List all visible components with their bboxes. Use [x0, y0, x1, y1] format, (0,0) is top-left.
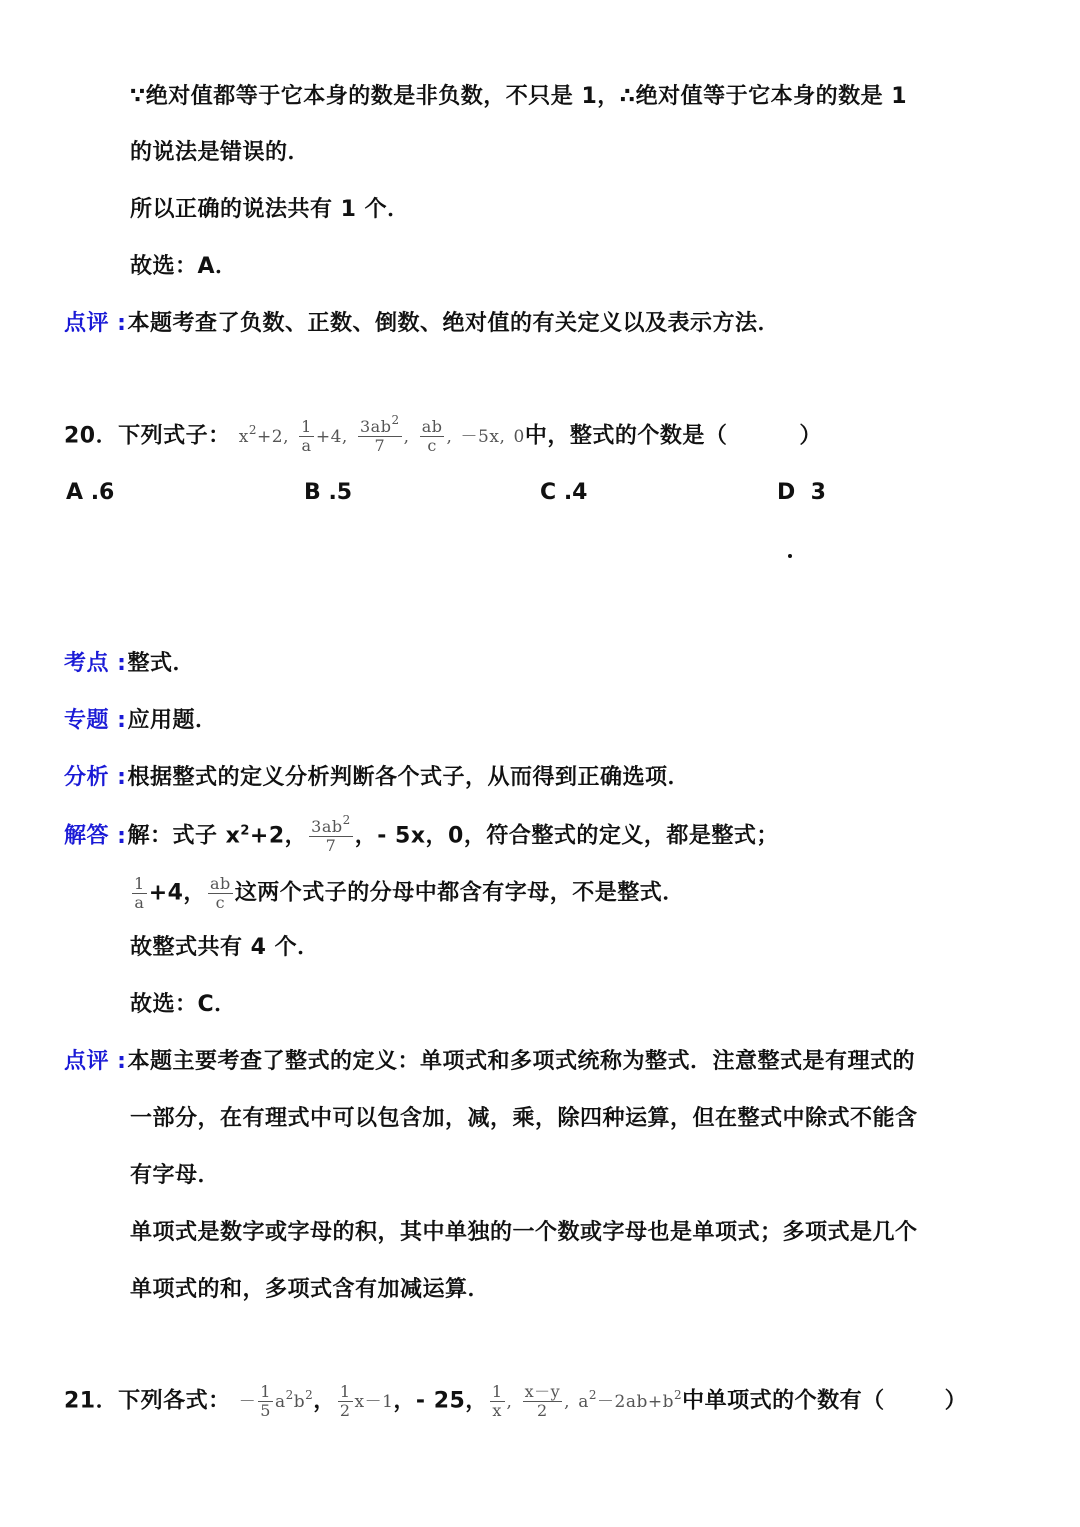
zhuanti-text: 应用题．	[127, 708, 218, 733]
kaodian-row	[64, 649, 195, 679]
question-21-stem: 21．下列各式： － $\frac{1}{5}$ $a^2b^2$， $\frac{1}{2}$ x－1，- 25， $\frac{1}{x}$ , $\frac{x-y}{2}$ , $a^2-2ab+b^2$中单项式的个数有（ ）	[64, 1382, 968, 1420]
dianping-row-5: 单项式的和，多项式含有加减运算．	[130, 1277, 491, 1302]
stray-period-mark	[788, 554, 792, 558]
option-a[interactable]: A .6	[66, 480, 115, 505]
paren-close: ）	[799, 423, 822, 449]
option-d[interactable]: D 3	[777, 480, 826, 505]
frac-ab-over-c: $\frac{ab}{c}$	[209, 874, 231, 912]
kaodian-text: 整式．	[127, 651, 195, 676]
fenxi-label: 分析	[64, 765, 110, 790]
colon: :	[109, 311, 127, 336]
option-b[interactable]: B .5	[304, 480, 353, 505]
frac-x-minus-y-over-2: $\frac{x-y}{2}$	[524, 1382, 561, 1420]
prev-solution-line-1: ∵绝对值都等于它本身的数是非负数，不只是 1，∴绝对值等于它本身的数是 1	[130, 84, 908, 109]
expr-x2-plus-2: $x^2+2$,	[238, 422, 289, 447]
zhuanti-label: 专题	[64, 708, 110, 733]
question-20-stem: 20．下列式子： $x^2+2$, $\frac{1}{a}$ +4, $\frac{3ab^2}{7}$ , $\frac{ab}{c}$ , －5x, 0中，整式的个数是（ ）	[64, 413, 822, 455]
frac-1-over-2: $\frac{1}{2}$	[339, 1382, 351, 1420]
zhuanti-row	[64, 706, 218, 736]
colon: :	[109, 1049, 127, 1074]
question-suffix: 中，整式的个数是（	[524, 423, 728, 449]
jieda-row-1: 解答 :解：式子 $x^2+2$， $\frac{3ab^2}{7}$ ，- 5x，0，符合整式的定义，都是整式；	[64, 813, 779, 855]
jieda-row-3: 故整式共有 4 个．	[130, 935, 320, 960]
prev-solution-line-2: 的说法是错误的．	[130, 140, 311, 165]
expr-minus-5x: －5x,	[460, 426, 506, 447]
frac-ab-over-c: $\frac{ab}{c}$	[421, 417, 443, 455]
frac-1-over-a: $\frac{1}{a}$	[301, 417, 312, 455]
colon: :	[109, 765, 127, 790]
question-suffix: 中单项式的个数有（	[682, 1388, 885, 1414]
prev-solution-answer: 故选：A．	[130, 254, 238, 279]
comment-text: 本题考查了负数、正数、倒数、绝对值的有关定义以及表示方法．	[127, 311, 780, 336]
fenxi-row	[64, 763, 690, 793]
expr-zero: 0	[513, 426, 525, 447]
paren-close: ）	[944, 1388, 968, 1414]
dianping-row-2: 一部分，在有理式中可以包含加，减，乘，除四种运算，但在整式中除式不能含	[130, 1106, 918, 1131]
prev-comment	[64, 309, 780, 339]
fenxi-text: 根据整式的定义分析判断各个式子，从而得到正确选项．	[127, 765, 690, 790]
frac-3ab2-over-7: $\frac{3ab^2}{7}$	[311, 813, 351, 855]
frac-3ab2-over-7: $\frac{3ab^2}{7}$	[360, 413, 400, 455]
question-prefix: 20．下列式子：	[64, 423, 231, 449]
comment-label: 点评	[64, 311, 110, 336]
colon: :	[109, 651, 127, 676]
frac-1-over-5: $\frac{1}{5}$	[260, 1382, 271, 1420]
dianping-row-3: 有字母．	[130, 1163, 221, 1188]
expr-a2b2: $a^2b^2$	[274, 1387, 314, 1412]
prev-solution-line-3: 所以正确的说法共有 1 个．	[130, 197, 410, 222]
dianping-label: 点评	[64, 1049, 110, 1074]
expr-a2-minus-2ab-plus-b2: $a^2-2ab+b^2$	[578, 1387, 683, 1412]
option-c[interactable]: C .4	[540, 480, 588, 505]
question-prefix: 21．下列各式：	[64, 1388, 231, 1414]
dianping-row-1: 点评 :本题主要考查了整式的定义：单项式和多项式统称为整式．注意整式是有理式的	[64, 1049, 915, 1074]
colon: :	[109, 708, 127, 733]
jieda-answer: 故选：C．	[130, 992, 237, 1017]
kaodian-label: 考点	[64, 651, 110, 676]
jieda-label: 解答	[64, 823, 110, 849]
dianping-row-4: 单项式是数字或字母的积，其中单独的一个数或字母也是单项式；多项式是几个	[130, 1220, 918, 1245]
jieda-row-2: $\frac{1}{a}$ +4， $\frac{ab}{c}$ 这两个式子的分母中都含有字母，不是整式．	[134, 874, 685, 912]
frac-1-over-x: $\frac{1}{x}$	[491, 1382, 503, 1420]
colon: :	[109, 823, 127, 849]
frac-1-over-a: $\frac{1}{a}$	[134, 874, 145, 912]
